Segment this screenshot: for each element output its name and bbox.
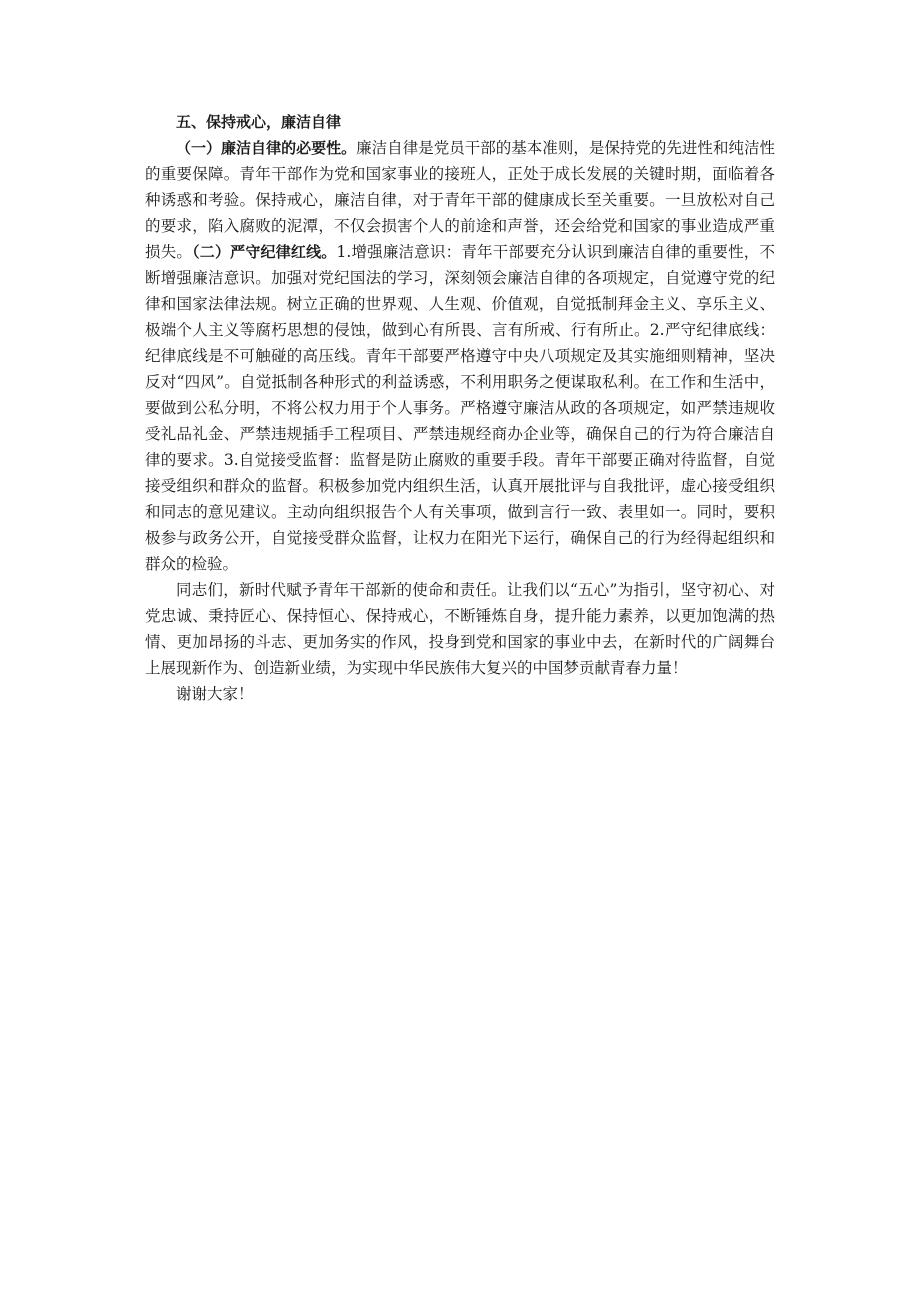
paragraph-text: 1.增强廉洁意识：青年干部要充分认识到廉洁自律的重要性，不断增强廉洁意识。加强对党纪国法的学习，深刻领会廉洁自律的各项规定，自觉遵守党的纪律和国家法律法规。树立正确的世界观、人生观、价值观，自觉抵制拜金主义、享乐主义、极端个人主义等腐朽思想的侵蚀，做到心有所畏、言有所戒、行有所止。2.严守纪律底线：纪律底线是不可触碰的高压线。青年干部要严格遵守中央八项规定及其实施细则精神，坚决反对“四风”。自觉抵制各种形式的利益诱惑，不利用职务之便谋取私利。在工作和生活中，要做到公私分明，不将公权力用于个人事务。严格遵守廉洁从政的各项规定，如严禁违规收受礼品礼金、严禁违规插手工程项目、严禁违规经商办企业等，确保自己的行为符合廉洁自律的要求。3.自觉接受监督：监督是防止腐败的重要手段。青年干部要正确对待监督，自觉接受组织和群众的监督。积极参加党内组织生活，认真开展批评与自我批评，虚心接受组织和同志的意见建议。主动向组织报告个人有关事项，做到言行一致、表里如一。同时，要积极参与政务公开，自觉接受群众监督，让权力在阳光下运行，确保自己的行为经得起组织和群众的检验。 [145, 243, 775, 573]
subheading-discipline: （二）严守纪律红线。 [192, 243, 337, 261]
document-body [145, 109, 775, 707]
paragraph-closing: 同志们，新时代赋予青年干部新的使命和责任。让我们以“五心”为指引，坚守初心、对党忠诚、秉持匠心、保持恒心、保持戒心，不断锤炼自身，提升能力素养，以更加饱满的热情、更加昂扬的斗志、更加务实的作风，投身到党和国家的事业中去，在新时代的广阔舞台上展现新作为、创造新业绩，为实现中华民族伟大复兴的中国梦贡献青春力量！ [145, 581, 775, 677]
paragraph-thanks: 谢谢大家！ [176, 685, 254, 703]
subheading-necessity: （一）廉洁自律的必要性。 [176, 139, 357, 157]
paragraph-text: 廉洁自律是党员干部的基本准则，是保持党的先进性和纯洁性的重要保障。青年干部作为党和国家事业的接班人，正处于成长发展的关键时期，面临着各种诱惑和考验。保持戒心，廉洁自律，对于青年干部的健康成长至关重要。一旦放松对自己的要求，陷入腐败的泥潭，不仅会损害个人的前途和声誉，还会给党和国家的事业造成严重损失。 [145, 139, 775, 261]
paragraph-integrity [145, 135, 775, 577]
section-heading: 五、保持戒心，廉洁自律 [176, 113, 342, 131]
